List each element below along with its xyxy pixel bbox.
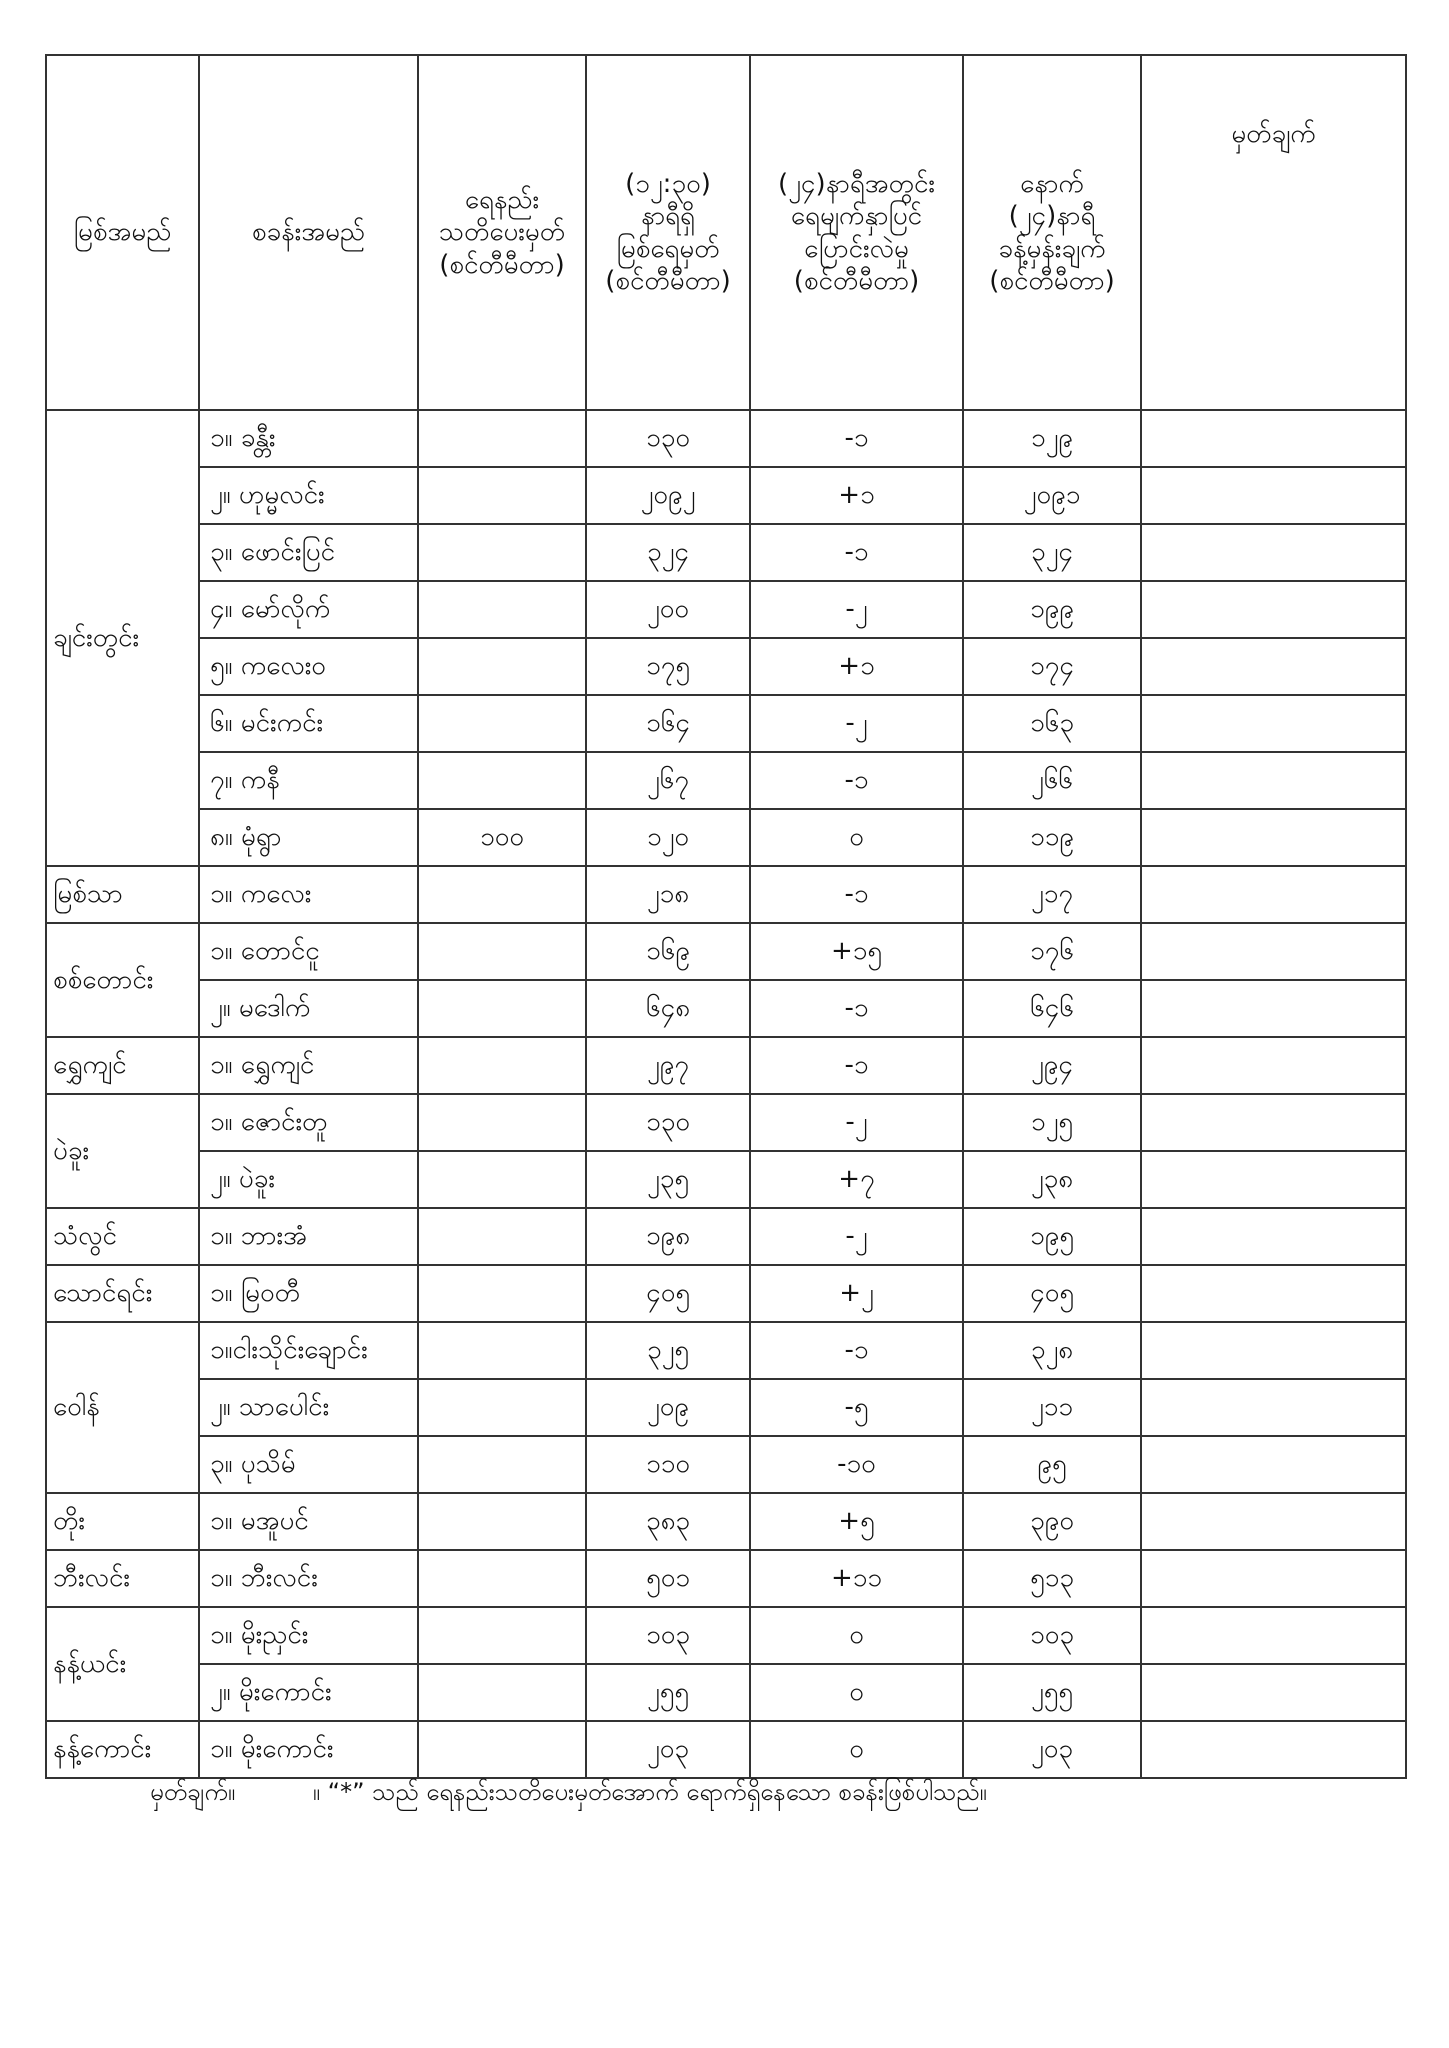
current-level-cell: ၂၀၃ [586, 1721, 750, 1778]
change-24h-cell: -၁၀ [750, 1436, 963, 1493]
remarks-cell [1141, 1322, 1406, 1379]
station-name-cell: ၁။ မအူပင် [199, 1493, 418, 1550]
station-name-cell: ၁။ မိုးညှင်း [199, 1607, 418, 1664]
remarks-cell [1141, 1151, 1406, 1208]
warning-level-cell [418, 467, 586, 524]
warning-level-cell [418, 1094, 586, 1151]
station-name-cell: ၇။ ကနီ [199, 752, 418, 809]
remarks-cell [1141, 638, 1406, 695]
station-name-cell: ၁။ မိုးကောင်း [199, 1721, 418, 1778]
water-level-table [45, 54, 1407, 1779]
table-row [46, 1037, 1406, 1094]
current-level-cell: ၁၃၀ [586, 1094, 750, 1151]
change-24h-cell: +၇ [750, 1151, 963, 1208]
warning-level-cell [418, 410, 586, 467]
station-name-cell: ၄။ မော်လိုက် [199, 581, 418, 638]
current-level-cell: ၃၈၃ [586, 1493, 750, 1550]
forecast-24h-cell: ၃၉၀ [963, 1493, 1141, 1550]
warning-level-cell [418, 1493, 586, 1550]
change-24h-cell: ၀ [750, 1721, 963, 1778]
station-name-cell: ၂။ မိုးကောင်း [199, 1664, 418, 1721]
table-body [46, 410, 1406, 1778]
river-name-cell: ဝေါန် [46, 1322, 199, 1493]
forecast-24h-cell: ၂၁၇ [963, 866, 1141, 923]
table-row [46, 809, 1406, 866]
river-name-cell: ဘီးလင်း [46, 1550, 199, 1607]
current-level-header: (၁၂:၃၀) နာရီရှိ မြစ်ရေမှတ် (စင်တီမီတာ) [586, 55, 750, 410]
remarks-cell [1141, 581, 1406, 638]
change-24h-cell: +၁၁ [750, 1550, 963, 1607]
current-level-cell: ၂၀၀ [586, 581, 750, 638]
change-24h-cell: -၅ [750, 1379, 963, 1436]
current-level-cell: ၂၉၇ [586, 1037, 750, 1094]
change-24h-cell: +၁ [750, 638, 963, 695]
remarks-cell [1141, 1208, 1406, 1265]
remarks-cell [1141, 866, 1406, 923]
station-name-cell: ၂။ ဟုမ္မလင်း [199, 467, 418, 524]
forecast-24h-cell: ၂၁၁ [963, 1379, 1141, 1436]
table-row [46, 923, 1406, 980]
table-row [46, 1208, 1406, 1265]
current-level-cell: ၂၁၈ [586, 866, 750, 923]
remarks-cell [1141, 1493, 1406, 1550]
station-name-cell: ၈။ မုံရွာ [199, 809, 418, 866]
current-level-cell: ၁၀၃ [586, 1607, 750, 1664]
warning-level-cell [418, 1664, 586, 1721]
remarks-cell [1141, 1664, 1406, 1721]
table-row [46, 638, 1406, 695]
change-24h-header: (၂၄)နာရီအတွင်း ရေမျက်နှာပြင် ပြောင်းလဲမှု (စင်တီမီတာ) [750, 55, 963, 410]
remarks-cell [1141, 1379, 1406, 1436]
change-24h-cell: -၁ [750, 524, 963, 581]
forecast-24h-cell: ၂၃၈ [963, 1151, 1141, 1208]
current-level-cell: ၁၆၄ [586, 695, 750, 752]
warning-level-cell [418, 581, 586, 638]
table-row [46, 1493, 1406, 1550]
change-24h-cell: ၀ [750, 1607, 963, 1664]
table-row [46, 752, 1406, 809]
river-name-cell: သောင်ရင်း [46, 1265, 199, 1322]
remarks-cell [1141, 980, 1406, 1037]
change-24h-cell: ၀ [750, 809, 963, 866]
current-level-cell: ၁၉၈ [586, 1208, 750, 1265]
warning-level-cell [418, 923, 586, 980]
remarks-cell [1141, 1037, 1406, 1094]
table-row [46, 1550, 1406, 1607]
warning-level-cell [418, 1151, 586, 1208]
change-24h-cell: -၁ [750, 1322, 963, 1379]
table-row [46, 410, 1406, 467]
station-name-cell: ၁။ မြဝတီ [199, 1265, 418, 1322]
current-level-cell: ၃၂၅ [586, 1322, 750, 1379]
remarks-cell [1141, 1094, 1406, 1151]
remarks-header: မှတ်ချက် [1141, 55, 1406, 410]
table-row [46, 1151, 1406, 1208]
current-level-cell: ၁၆၉ [586, 923, 750, 980]
header-row [46, 55, 1406, 410]
change-24h-cell: -၂ [750, 1208, 963, 1265]
station-name-cell: ၃။ ပုသိမ် [199, 1436, 418, 1493]
warning-level-cell [418, 1208, 586, 1265]
river-name-cell: နန့်ယင်း [46, 1607, 199, 1721]
station-name-cell: ၂။ ပဲခူး [199, 1151, 418, 1208]
change-24h-cell: +၁ [750, 467, 963, 524]
current-level-cell: ၁၃၀ [586, 410, 750, 467]
forecast-24h-cell: ၁၉၉ [963, 581, 1141, 638]
table-row [46, 866, 1406, 923]
warning-level-cell: ၁၀၀ [418, 809, 586, 866]
station-name-cell: ၂။ သာပေါင်း [199, 1379, 418, 1436]
footnote-text: ။ “*” သည် ရေနည်းသတိပေးမှတ်အောက် ရောက်ရှိနေသော စခန်းဖြစ်ပါသည်။ [312, 1778, 987, 1806]
forecast-24h-header: နောက် (၂၄)နာရီ ခန့်မှန်းချက် (စင်တီမီတာ) [963, 55, 1141, 410]
warning-level-cell [418, 1037, 586, 1094]
change-24h-cell: +၁၅ [750, 923, 963, 980]
change-24h-cell: -၁ [750, 752, 963, 809]
current-level-cell: ၁၁၀ [586, 1436, 750, 1493]
table-row [46, 1265, 1406, 1322]
forecast-24h-cell: ၃၂၄ [963, 524, 1141, 581]
table-row [46, 1607, 1406, 1664]
forecast-24h-cell: ၉၅ [963, 1436, 1141, 1493]
footnote [150, 1776, 987, 1812]
river-name-cell: စစ်တောင်း [46, 923, 199, 1037]
change-24h-cell: ၀ [750, 1664, 963, 1721]
warning-level-cell [418, 1379, 586, 1436]
warning-level-cell [418, 524, 586, 581]
current-level-cell: ၂၀၉၂ [586, 467, 750, 524]
station-name-cell: ၁။ငါးသိုင်းချောင်း [199, 1322, 418, 1379]
station-name-cell: ၁။ ရွှေကျင် [199, 1037, 418, 1094]
forecast-24h-cell: ၁၂၅ [963, 1094, 1141, 1151]
station-name-header: စခန်းအမည် [199, 55, 418, 410]
remarks-cell [1141, 1436, 1406, 1493]
footnote-label: မှတ်ချက်။ [150, 1778, 236, 1806]
current-level-cell: ၂၆၇ [586, 752, 750, 809]
forecast-24h-cell: ၁၉၅ [963, 1208, 1141, 1265]
remarks-cell [1141, 410, 1406, 467]
station-name-cell: ၃။ ဖောင်းပြင် [199, 524, 418, 581]
table-row [46, 980, 1406, 1037]
change-24h-cell: -၁ [750, 980, 963, 1037]
remarks-cell [1141, 923, 1406, 980]
station-name-cell: ၁။ ခန္တီး [199, 410, 418, 467]
remarks-cell [1141, 1721, 1406, 1778]
forecast-24h-cell: ၁၇၆ [963, 923, 1141, 980]
table-row [46, 1094, 1406, 1151]
warning-level-cell [418, 1607, 586, 1664]
forecast-24h-cell: ၂၆၆ [963, 752, 1141, 809]
station-name-cell: ၅။ ကလေးဝ [199, 638, 418, 695]
forecast-24h-cell: ၂၀၃ [963, 1721, 1141, 1778]
forecast-24h-cell: ၁၀၃ [963, 1607, 1141, 1664]
current-level-cell: ၁၂၀ [586, 809, 750, 866]
river-name-cell: သံလွင် [46, 1208, 199, 1265]
forecast-24h-cell: ၅၁၃ [963, 1550, 1141, 1607]
river-name-cell: ပဲခူး [46, 1094, 199, 1208]
river-name-cell: ချင်းတွင်း [46, 410, 199, 866]
current-level-cell: ၆၄၈ [586, 980, 750, 1037]
forecast-24h-cell: ၂၀၉၁ [963, 467, 1141, 524]
table-row [46, 695, 1406, 752]
table-row [46, 581, 1406, 638]
current-level-cell: ၂၀၉ [586, 1379, 750, 1436]
remarks-cell [1141, 695, 1406, 752]
station-name-cell: ၁။ ဇောင်းတူ [199, 1094, 418, 1151]
table-row [46, 1322, 1406, 1379]
remarks-cell [1141, 1265, 1406, 1322]
table-row [46, 1664, 1406, 1721]
table-row [46, 1436, 1406, 1493]
forecast-24h-cell: ၂၉၄ [963, 1037, 1141, 1094]
warning-level-cell [418, 980, 586, 1037]
river-name-cell: နန့်ကောင်း [46, 1721, 199, 1778]
warning-level-cell [418, 638, 586, 695]
change-24h-cell: -၁ [750, 410, 963, 467]
current-level-cell: ၂၃၅ [586, 1151, 750, 1208]
table-row [46, 467, 1406, 524]
remarks-cell [1141, 524, 1406, 581]
table-row [46, 1379, 1406, 1436]
river-name-cell: မြစ်သာ [46, 866, 199, 923]
warning-level-cell [418, 1265, 586, 1322]
remarks-cell [1141, 809, 1406, 866]
warning-level-cell [418, 1550, 586, 1607]
station-name-cell: ၂။ မဒေါက် [199, 980, 418, 1037]
forecast-24h-cell: ၁၁၉ [963, 809, 1141, 866]
river-name-cell: ရွှေကျင် [46, 1037, 199, 1094]
table-row [46, 1721, 1406, 1778]
forecast-24h-cell: ၂၅၅ [963, 1664, 1141, 1721]
remarks-cell [1141, 1607, 1406, 1664]
table-row [46, 524, 1406, 581]
change-24h-cell: -၂ [750, 1094, 963, 1151]
warning-level-cell [418, 752, 586, 809]
water-level-sheet [45, 54, 1407, 1779]
change-24h-cell: -၂ [750, 695, 963, 752]
warning-level-cell [418, 695, 586, 752]
river-name-cell: တိုး [46, 1493, 199, 1550]
current-level-cell: ၄၀၅ [586, 1265, 750, 1322]
forecast-24h-cell: ၁၇၄ [963, 638, 1141, 695]
change-24h-cell: -၂ [750, 581, 963, 638]
remarks-cell [1141, 1550, 1406, 1607]
remarks-cell [1141, 467, 1406, 524]
warning-level-cell [418, 866, 586, 923]
station-name-cell: ၁။ ဘားအံ [199, 1208, 418, 1265]
river-name-header: မြစ်အမည် [46, 55, 199, 410]
station-name-cell: ၁။ ကလေး [199, 866, 418, 923]
station-name-cell: ၁။ ဘီးလင်း [199, 1550, 418, 1607]
remarks-cell [1141, 752, 1406, 809]
change-24h-cell: +၂ [750, 1265, 963, 1322]
change-24h-cell: -၁ [750, 866, 963, 923]
station-name-cell: ၆။ မင်းကင်း [199, 695, 418, 752]
warning-level-cell [418, 1322, 586, 1379]
change-24h-cell: +၅ [750, 1493, 963, 1550]
warning-level-cell [418, 1436, 586, 1493]
warning-level-header: ရေနည်း သတိပေးမှတ် (စင်တီမီတာ) [418, 55, 586, 410]
forecast-24h-cell: ၁၆၃ [963, 695, 1141, 752]
current-level-cell: ၂၅၅ [586, 1664, 750, 1721]
forecast-24h-cell: ၆၄၆ [963, 980, 1141, 1037]
station-name-cell: ၁။ တောင်ငူ [199, 923, 418, 980]
current-level-cell: ၅၀၁ [586, 1550, 750, 1607]
current-level-cell: ၃၂၄ [586, 524, 750, 581]
warning-level-cell [418, 1721, 586, 1778]
forecast-24h-cell: ၄၀၅ [963, 1265, 1141, 1322]
forecast-24h-cell: ၃၂၈ [963, 1322, 1141, 1379]
current-level-cell: ၁၇၅ [586, 638, 750, 695]
forecast-24h-cell: ၁၂၉ [963, 410, 1141, 467]
change-24h-cell: -၁ [750, 1037, 963, 1094]
